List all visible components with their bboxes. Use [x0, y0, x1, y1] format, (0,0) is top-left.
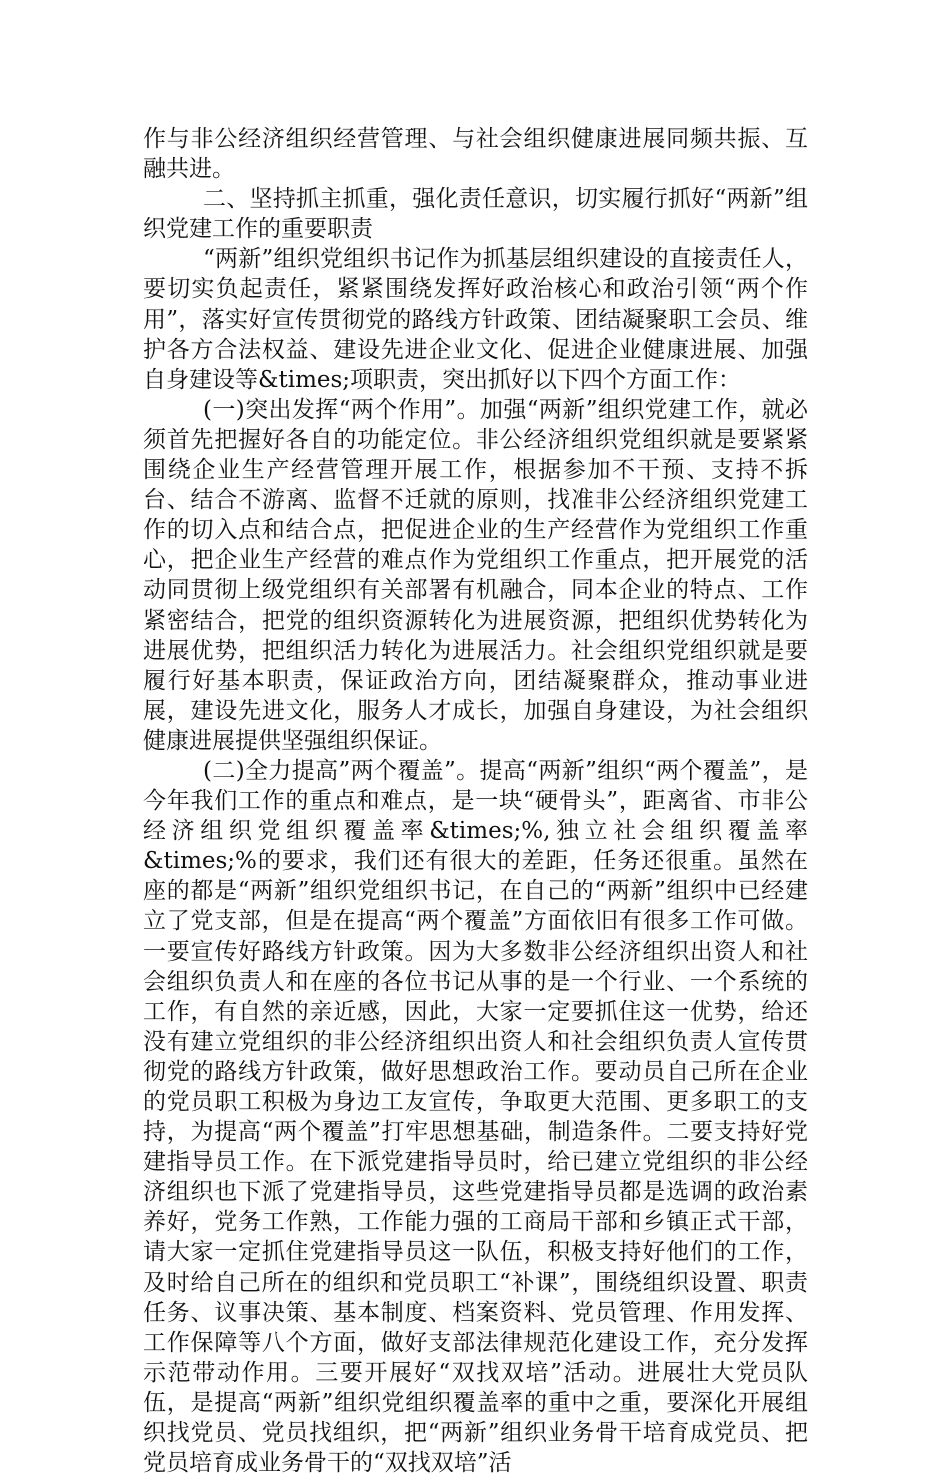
paragraph-point-2: (二)全力提高”两个覆盖”。提高“两新”组织“两个覆盖”，是今年我们工作的重点和难点，是一块“硬骨头”，距离省、市非公经济组织党组织覆盖率&times;%,独立社会组织覆盖率&times;%的要求，我们还有很大的差距，任务还很重。虽然在座的都是“两新”组织党组织书记，在自己的“两新”组织中已经建立了党支部，但是在提高“两个覆盖”方面依旧有很多工作可做。一要宣传好路线方针政策。因为大多数非公经济组织出资人和社会组织负责人和在座的各位书记从事的是一个行业、一个系统的工作，有自然的亲近感，因此，大家一定要抓住这一优势，给还没有建立党组织的非公经济组织出资人和社会组织负责人宣传贯彻党的路线方针政策，做好思想政治工作。要动员自己所在企业的党员职工积极为身边工友宣传，争取更大范围、更多职工的支持，为提高“两个覆盖”打牢思想基础，制造条件。二要支持好党建指导员工作。在下派党建指导员时，给已建立党组织的非公经济组织也下派了党建指导员，这些党建指导员都是选调的政治素养好，党务工作熟，工作能力强的工商局干部和乡镇正式干部，请大家一定抓住党建指导员这一队伍，积极支持好他们的工作，及时给自己所在的组织和党员职工“补课”，围绕组织设置、职责任务、议事决策、基本制度、档案资料、党员管理、作用发挥、工作保障等八个方面，做好支部法律规范化建设工作，充分发挥示范带动作用。三要开展好“双找双培”活动。进展壮大党员队伍，是提高“两新”组织党组织覆盖率的重中之重，要深化开展组织找党员、党员找组织，把“两新”组织业务骨干培育成党员、把党员培育成业务骨干的“双找双培”活 [143, 757, 808, 1477]
paragraph-intro: “两新”组织党组织书记作为抓基层组织建设的直接责任人，要切实负起责任，紧紧围绕发挥好政治核心和政治引领“两个作用”，落实好宣传贯彻党的路线方针政策、团结凝聚职工会员、维护各方合法权益、建设先进企业文化、促进企业健康进展、加强自身建设等&times;项职责，突出抓好以下四个方面工作： [143, 246, 808, 393]
section-heading: 二、坚持抓主抓重，强化责任意识，切实履行抓好“两新”组织党建工作的重要职责 [143, 186, 808, 243]
paragraph-continuation: 作与非公经济组织经营管理、与社会组织健康进展同频共振、互融共进。 [143, 126, 808, 183]
document-body [143, 124, 808, 1478]
paragraph-point-1: (一)突出发挥“两个作用”。加强“两新”组织党建工作，就必须首先把握好各自的功能定位。非公经济组织党组织就是要紧紧围绕企业生产经营管理开展工作，根据参加不干预、支持不拆台、结合不游离、监督不迁就的原则，找准非公经济组织党建工作的切入点和结合点，把促进企业的生产经营作为党组织工作重心，把企业生产经营的难点作为党组织工作重点，把开展党的活动同贯彻上级党组织有关部署有机融合，同本企业的特点、工作紧密结合，把党的组织资源转化为进展资源，把组织优势转化为进展优势，把组织活力转化为进展活力。社会组织党组织就是要履行好基本职责，保证政治方向，团结凝聚群众，推动事业进展，建设先进文化，服务人才成长，加强自身建设，为社会组织健康进展提供坚强组织保证。 [143, 396, 808, 754]
